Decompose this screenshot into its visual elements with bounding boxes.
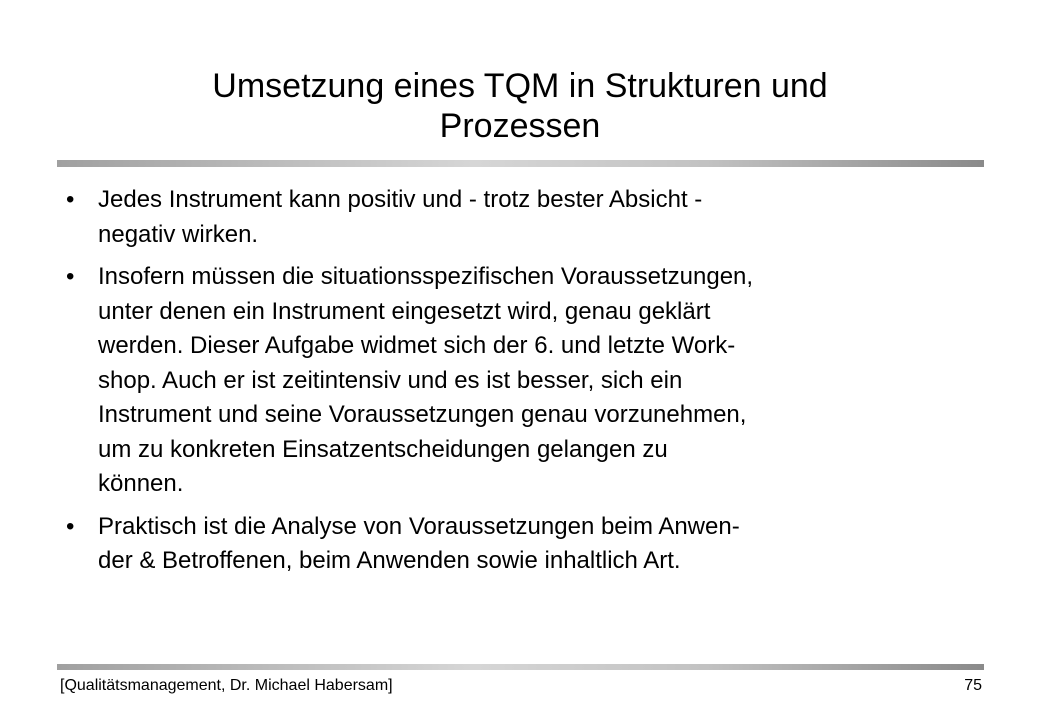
slide-title-line-2: Prozessen xyxy=(439,107,601,145)
footer-divider xyxy=(57,664,984,670)
page-number: 75 xyxy=(964,677,982,694)
bullet-1-line-1: Jedes Instrument kann positiv und - trotz bester Absicht - xyxy=(98,186,703,213)
title-divider xyxy=(57,160,984,167)
bullet-item-3 xyxy=(66,510,974,579)
footer-source: [Qualitätsmanagement, Dr. Michael Habersam] xyxy=(60,677,393,694)
bullet-2-line-5: Instrument und seine Voraussetzungen genau vorzunehmen, xyxy=(98,401,747,428)
bullet-list xyxy=(66,183,974,587)
bullet-item-2 xyxy=(66,260,974,502)
bullet-marker: • xyxy=(66,186,75,213)
bullet-1-line-2: negativ wirken. xyxy=(98,220,259,248)
bullet-marker: • xyxy=(66,512,75,540)
bullet-2-line-7: können. xyxy=(98,470,184,497)
slide-title xyxy=(60,66,980,146)
bullet-marker: • xyxy=(66,263,75,290)
bullet-2-line-4: shop. Auch er ist zeitintensiv und es ist besser, sich ein xyxy=(98,366,683,394)
slide-title-line-1: Umsetzung eines TQM in Strukturen und xyxy=(212,67,828,105)
bullet-2-line-6: um zu konkreten Einsatzentscheidungen gelangen zu xyxy=(98,435,668,463)
bullet-2-line-3: werden. Dieser Aufgabe widmet sich der 6. und letzte Work- xyxy=(98,332,736,359)
bullet-2-line-2: unter denen ein Instrument eingesetzt wird, genau geklärt xyxy=(98,297,711,325)
bullet-3-line-2: der & Betroffenen, beim Anwenden sowie inhaltlich Art. xyxy=(98,547,681,574)
bullet-3-line-1: Praktisch ist die Analyse von Voraussetzungen beim Anwen- xyxy=(98,512,740,540)
bullet-2-line-1: Insofern müssen die situationsspezifischen Voraussetzungen, xyxy=(98,263,754,290)
bullet-item-1 xyxy=(66,183,974,252)
